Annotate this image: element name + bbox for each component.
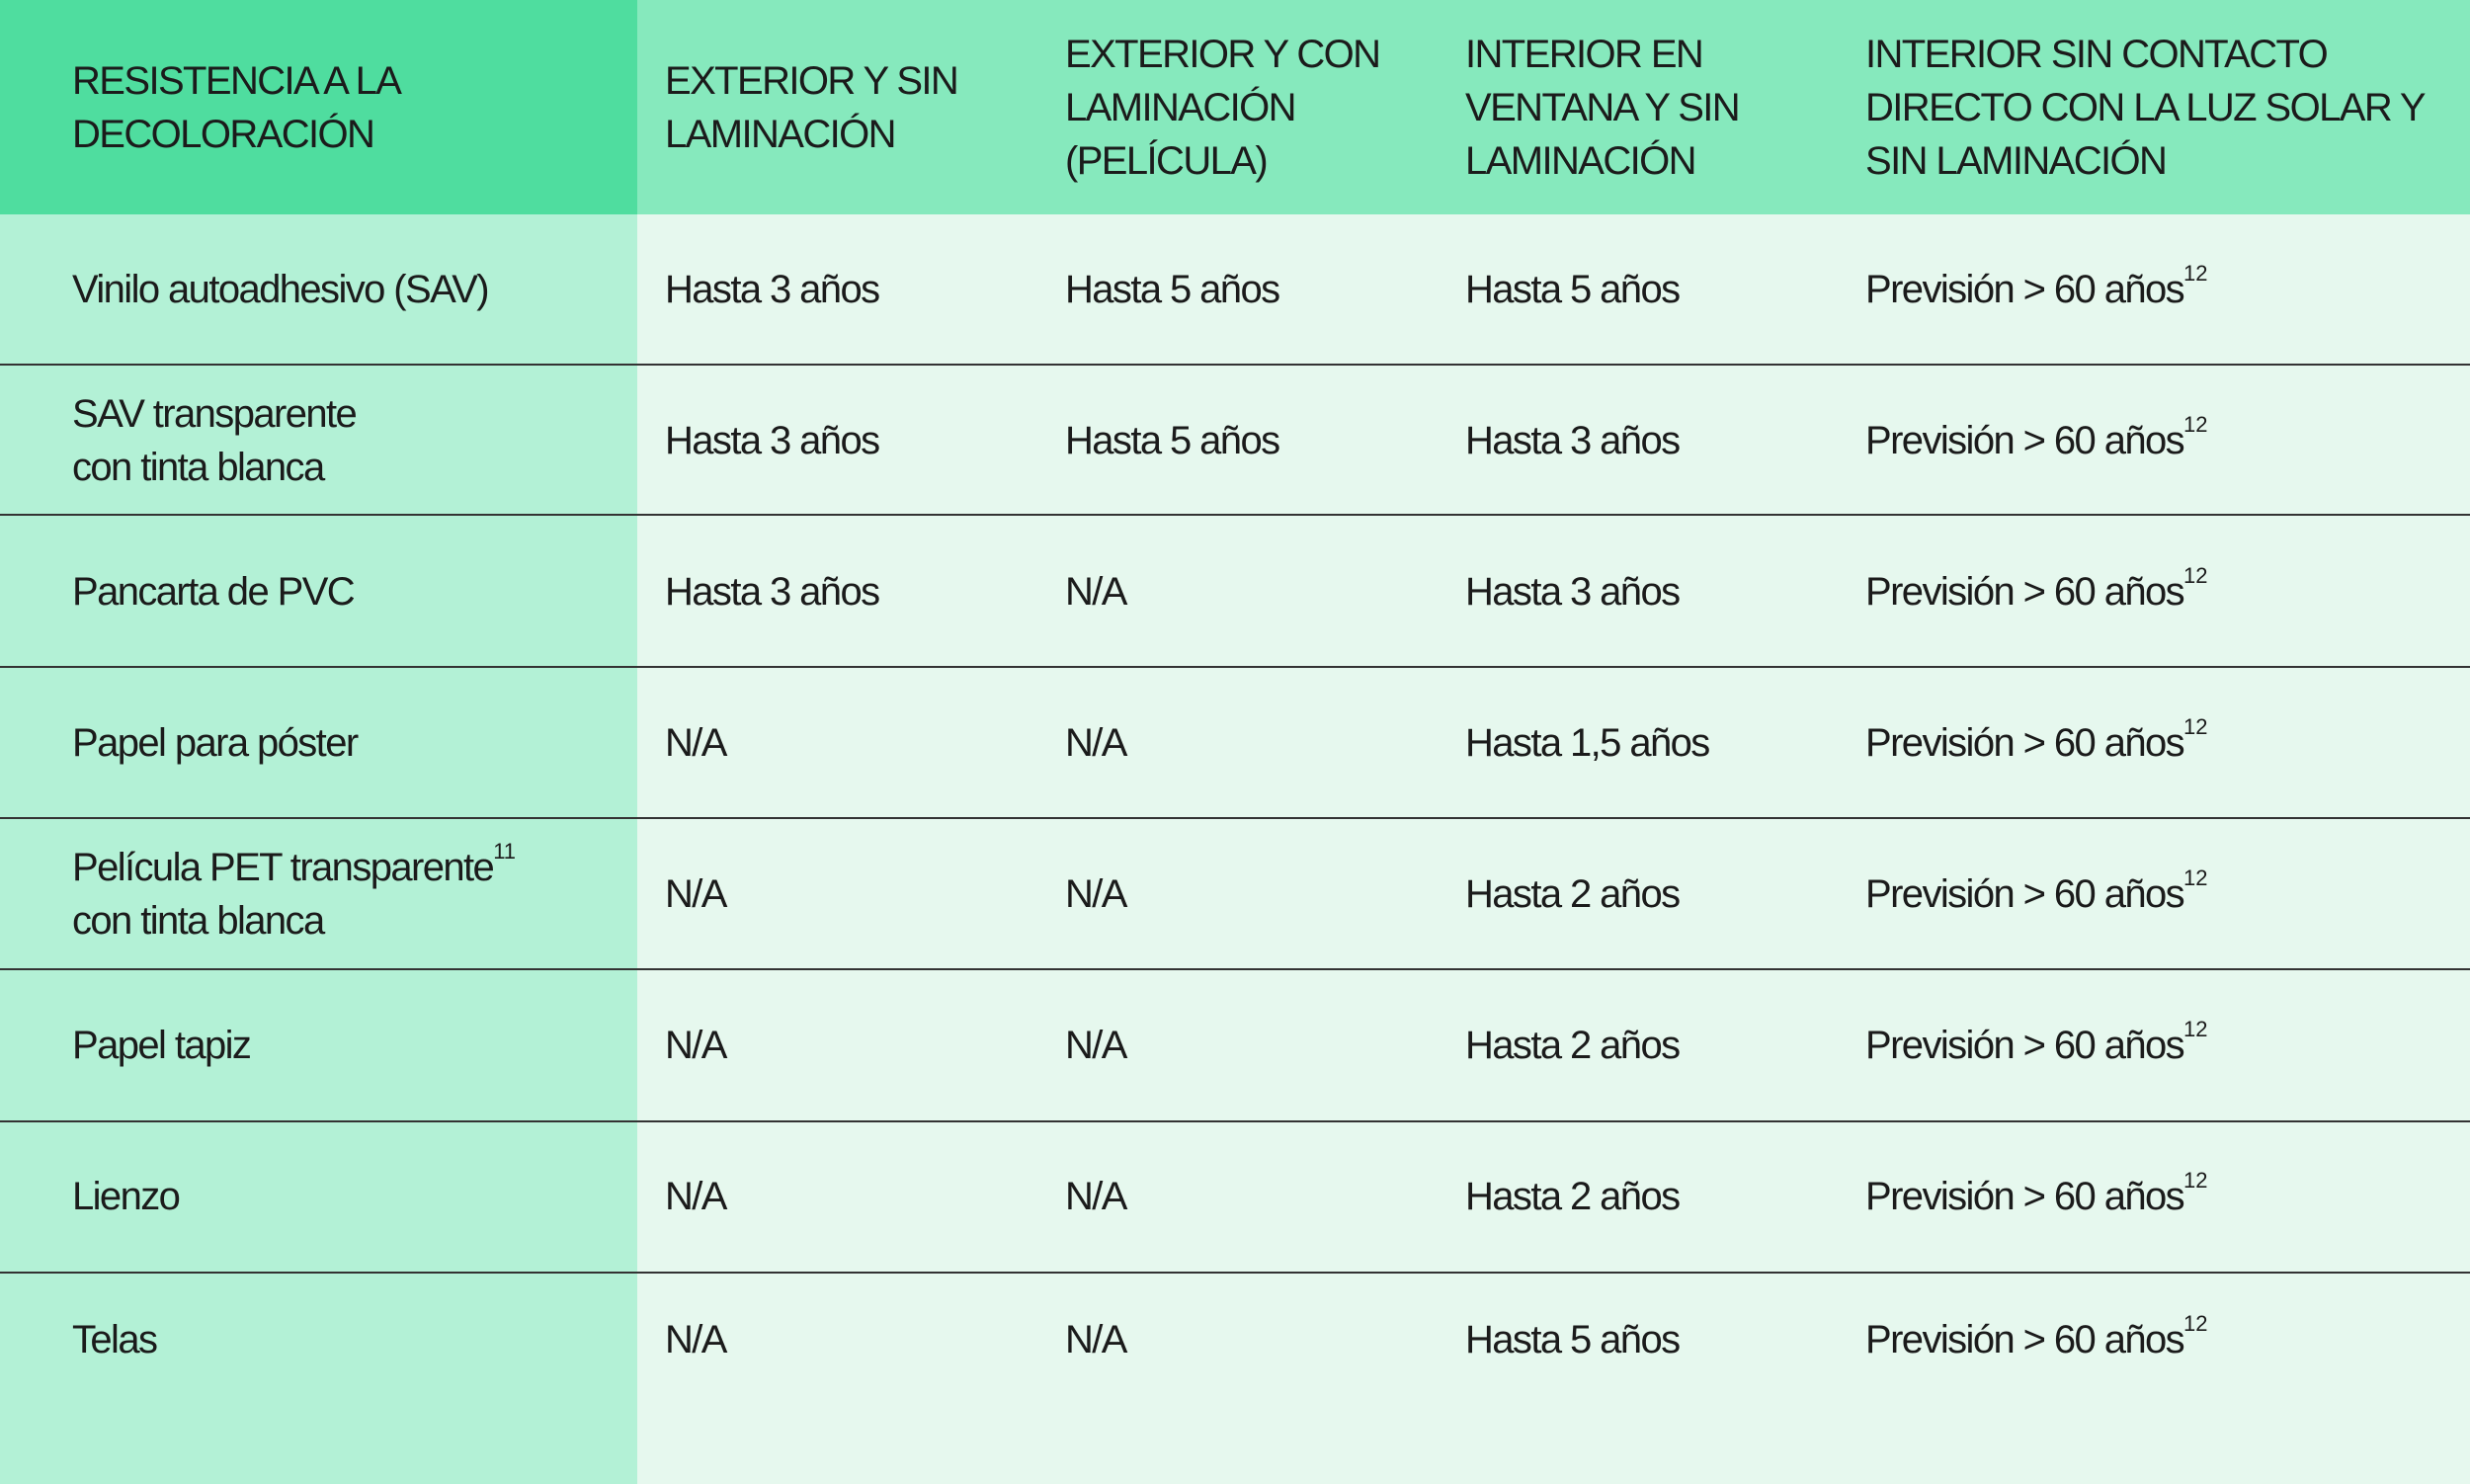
footnote-ref: 12 (2183, 261, 2208, 286)
row-divider (0, 1272, 2470, 1274)
row-divider (0, 817, 2470, 819)
material-label: Telas (72, 1318, 157, 1361)
value-cell (1037, 214, 1438, 365)
value-cell (1838, 667, 2470, 818)
material-cell (0, 969, 637, 1120)
material-label: SAV transparente con tinta blanca (72, 391, 357, 489)
header-label: INTERIOR SIN CONTACTO DIRECTO CON LA LUZ SOLAR Y SIN LAMINACIÓN (1865, 32, 2425, 183)
material-cell (0, 1272, 637, 1484)
value-text: Hasta 3 años (1465, 418, 1680, 462)
material-label: Papel tapiz (72, 1023, 251, 1067)
value-text (1838, 713, 2208, 770)
value-cell (1838, 1272, 2470, 1484)
value-text (1838, 562, 2208, 618)
value-text: Hasta 2 años (1465, 871, 1680, 916)
material-cell (0, 365, 637, 516)
material-cell (0, 818, 637, 969)
value-text: Hasta 3 años (665, 268, 879, 311)
value-text: N/A (665, 1174, 726, 1218)
forecast-text: Previsión > 60 años (1865, 720, 2184, 765)
header-cell-interior-window (1438, 0, 1838, 214)
value-text: Hasta 5 años (1465, 1318, 1680, 1361)
value-text: Hasta 2 años (1465, 1023, 1680, 1067)
value-cell (1037, 1120, 1438, 1272)
value-cell (1438, 1120, 1838, 1272)
value-text (1838, 1016, 2208, 1072)
footnote-ref: 12 (2183, 865, 2208, 890)
value-cell (1037, 969, 1438, 1120)
footnote-ref: 12 (2183, 1016, 2208, 1041)
value-cell (1438, 969, 1838, 1120)
value-cell (637, 365, 1037, 516)
value-text: N/A (665, 871, 726, 916)
row-divider (0, 666, 2470, 668)
value-cell (1037, 1272, 1438, 1484)
material-label: Lienzo (72, 1174, 180, 1218)
value-text: N/A (1065, 871, 1126, 916)
value-cell (1838, 969, 2470, 1120)
value-text: N/A (1065, 720, 1126, 765)
footnote-ref: 11 (493, 838, 517, 864)
value-cell (637, 969, 1037, 1120)
value-text: Hasta 3 años (665, 418, 879, 462)
value-text: Hasta 1,5 años (1465, 720, 1709, 765)
material-cell (0, 1120, 637, 1272)
forecast-text: Previsión > 60 años (1865, 418, 2184, 462)
material-label-line1: Película PET transparente (72, 845, 494, 889)
footnote-ref: 12 (2183, 1311, 2208, 1336)
row-divider (0, 364, 2470, 366)
value-text: Hasta 5 años (1065, 268, 1279, 311)
value-text: Hasta 5 años (1065, 418, 1279, 462)
forecast-text: Previsión > 60 años (1865, 1318, 2184, 1361)
value-cell (1037, 516, 1438, 667)
value-cell (637, 1120, 1037, 1272)
value-cell (637, 818, 1037, 969)
value-text: N/A (665, 1023, 726, 1067)
footnote-ref: 12 (2183, 713, 2208, 739)
footnote-ref: 12 (2183, 411, 2208, 437)
header-cell-exterior-laminated (1037, 0, 1438, 214)
header-label: INTERIOR EN VENTANA Y SIN LAMINACIÓN (1465, 32, 1740, 183)
footnote-ref: 12 (2183, 562, 2208, 588)
value-cell (1838, 516, 2470, 667)
value-text: N/A (1065, 569, 1126, 614)
value-text: N/A (1065, 1023, 1126, 1067)
forecast-text: Previsión > 60 años (1865, 1023, 2184, 1067)
value-cell (637, 214, 1037, 365)
value-text: Hasta 5 años (1465, 268, 1680, 311)
value-cell (1438, 214, 1838, 365)
value-text: N/A (665, 720, 726, 765)
value-text (1838, 1313, 2208, 1366)
forecast-text: Previsión > 60 años (1865, 871, 2184, 916)
value-cell (637, 1272, 1037, 1484)
value-text (1838, 263, 2208, 316)
forecast-text: Previsión > 60 años (1865, 1174, 2184, 1218)
header-cell-exterior-unlaminated (637, 0, 1037, 214)
value-cell (1438, 516, 1838, 667)
value-text: N/A (1065, 1318, 1126, 1361)
row-divider (0, 1120, 2470, 1122)
header-label: EXTERIOR Y SIN LAMINACIÓN (665, 58, 958, 156)
value-cell (1037, 667, 1438, 818)
value-text: Hasta 3 años (1465, 569, 1680, 614)
row-divider (0, 514, 2470, 516)
value-cell (1838, 214, 2470, 365)
value-text: N/A (665, 1318, 726, 1361)
material-label: Vinilo autoadhesivo (SAV) (72, 268, 489, 311)
value-cell (1838, 1120, 2470, 1272)
value-text (1838, 867, 2208, 921)
value-cell (637, 667, 1037, 818)
value-cell (1037, 365, 1438, 516)
value-text: Hasta 2 años (1465, 1174, 1680, 1218)
material-label (0, 838, 517, 948)
material-cell (0, 667, 637, 818)
material-label: Pancarta de PVC (72, 569, 355, 614)
value-cell (1438, 818, 1838, 969)
value-cell (1838, 818, 2470, 969)
header-cell-property (0, 0, 637, 214)
material-label: Papel para póster (72, 720, 358, 765)
material-cell (0, 214, 637, 365)
value-cell (1037, 818, 1438, 969)
material-label-line2: con tinta blanca (72, 898, 324, 943)
value-text: Hasta 3 años (665, 569, 879, 614)
value-text: N/A (1065, 1174, 1126, 1218)
value-text (1838, 411, 2208, 467)
row-divider (0, 968, 2470, 970)
value-cell (1838, 365, 2470, 516)
value-cell (1438, 667, 1838, 818)
header-cell-interior-no-sun (1838, 0, 2470, 214)
forecast-text: Previsión > 60 años (1865, 569, 2184, 614)
footnote-ref: 12 (2183, 1167, 2208, 1193)
header-label: EXTERIOR Y CON LAMINACIÓN (PELÍCULA) (1065, 32, 1380, 183)
forecast-text: Previsión > 60 años (1865, 268, 2184, 311)
value-cell (1438, 365, 1838, 516)
value-cell (637, 516, 1037, 667)
value-cell (1438, 1272, 1838, 1484)
material-cell (0, 516, 637, 667)
value-text (1838, 1167, 2208, 1223)
header-label: RESISTENCIA A LA DECOLORACIÓN (72, 58, 401, 156)
